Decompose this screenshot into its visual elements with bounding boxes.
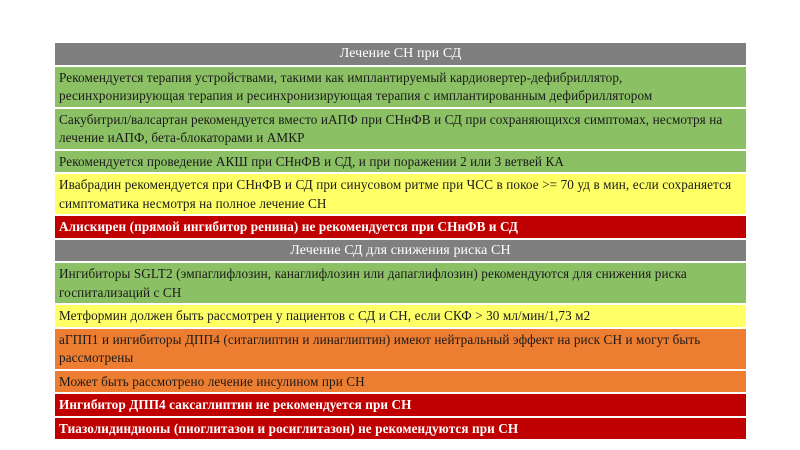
table-row: Ингибиторы SGLT2 (эмпаглифлозин, канаглифлозин или дапаглифлозин) рекомендуются для снижения риска госпитализаций с СН xyxy=(55,263,746,305)
table-row: Рекомендуется терапия устройствами, такими как имплантируемый кардиовертер-дефибриллятор, ресинхронизирующая терапия и ресинхронизирующая терапия с имплантированным дефибриллятором xyxy=(55,67,746,109)
table-row: Ингибитор ДПП4 саксаглиптин не рекомендуется при СН xyxy=(55,394,746,418)
table-row: Сакубитрил/валсартан рекомендуется вместо иАПФ при СНнФВ и СД при сохраняющихся симптомах, несмотря на лечение иАПФ, бета-блокаторами и АМКР xyxy=(55,109,746,151)
table-row: Алискирен (прямой ингибитор ренина) не рекомендуется при СНнФВ и СД xyxy=(55,216,746,240)
section-header: Лечение СН при СД xyxy=(55,43,746,67)
table-row: аГПП1 и ингибиторы ДПП4 (ситаглиптин и линаглиптин) имеют нейтральный эффект на риск СН и могут быть рассмотрены xyxy=(55,329,746,371)
table-row: Рекомендуется проведение АКШ при СНнФВ и СД, и при поражении 2 или 3 ветвей КА xyxy=(55,151,746,175)
table-row: Тиазолидиндионы (пиоглитазон и росиглитазон) не рекомендуются при СН xyxy=(55,418,746,442)
recommendations-table xyxy=(55,43,746,441)
table-row: Может быть рассмотрено лечение инсулином при СН xyxy=(55,371,746,395)
table-row: Ивабрадин рекомендуется при СНнФВ и СД при синусовом ритме при ЧСС в покое >= 70 уд в мин, если сохраняется симптоматика несмотря на полное лечение СН xyxy=(55,174,746,216)
table-row: Метформин должен быть рассмотрен у пациентов с СД и СН, если СКФ > 30 мл/мин/1,73 м2 xyxy=(55,305,746,329)
section-header: Лечение СД для снижения риска СН xyxy=(55,240,746,264)
